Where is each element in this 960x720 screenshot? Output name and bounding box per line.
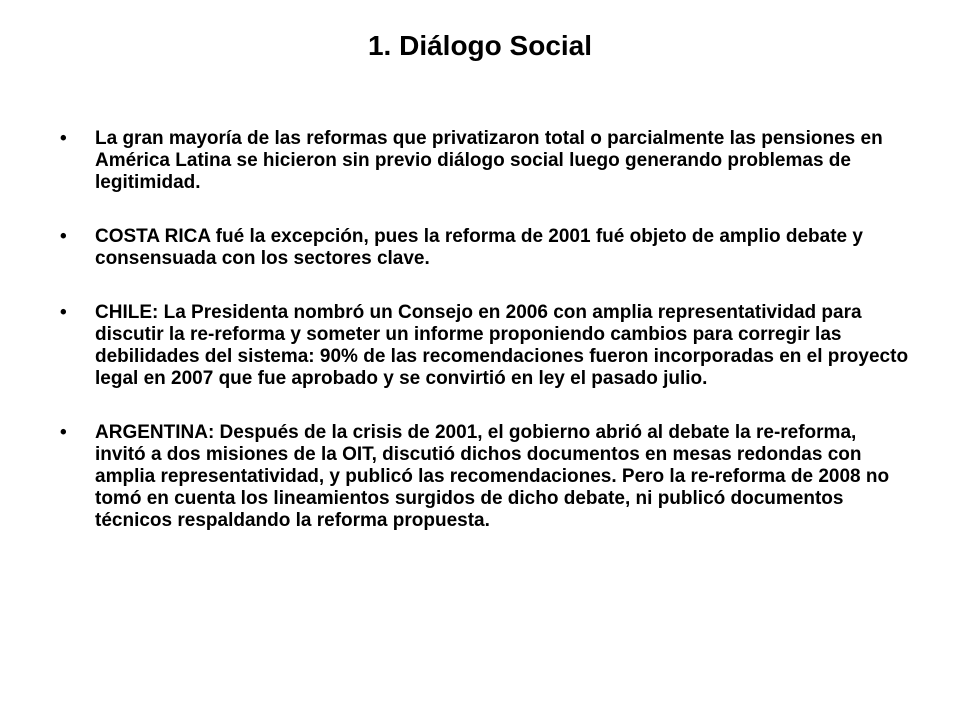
bullet-item-3 <box>60 302 910 390</box>
bullet-item-2 <box>60 226 910 270</box>
bullet-icon: • <box>60 302 67 323</box>
slide-title: 1. Diálogo Social <box>367 30 593 61</box>
bullet-icon: • <box>60 128 67 149</box>
bullet-item-1 <box>60 128 910 194</box>
bullet-text: CHILE: La Presidenta nombró un Consejo en 2006 con amplia representatividad para discutir la re-reforma y someter un informe proponiendo cambios para corregir las debilidades del sistema: 90% de las recomendaciones fueron incorporadas en el proyecto legal en 2007 que fue aprobado y se convirtió en ley el pasado julio. <box>95 302 909 389</box>
bullet-text: ARGENTINA: Después de la crisis de 2001, el gobierno abrió al debate la re-reforma, invitó a dos misiones de la OIT, discutió dichos documentos en mesas redondas con amplia representatividad, y publicó las recomendaciones. Pero la re-reforma de 2008 no tomó en cuenta los lineamientos surgidos de dicho debate, ni publicó documentos técnicos respaldando la reforma propuesta. <box>95 422 890 531</box>
bullet-item-4 <box>60 422 910 532</box>
bullet-text: COSTA RICA fué la excepción, pues la reforma de 2001 fué objeto de amplio debate y consensuada con los sectores clave. <box>95 226 863 269</box>
bullet-icon: • <box>60 422 67 443</box>
bullet-list <box>60 128 910 564</box>
bullet-icon: • <box>60 226 67 247</box>
bullet-text: La gran mayoría de las reformas que privatizaron total o parcialmente las pensiones en América Latina se hicieron sin previo diálogo social luego generando problemas de legitimidad. <box>95 128 883 193</box>
